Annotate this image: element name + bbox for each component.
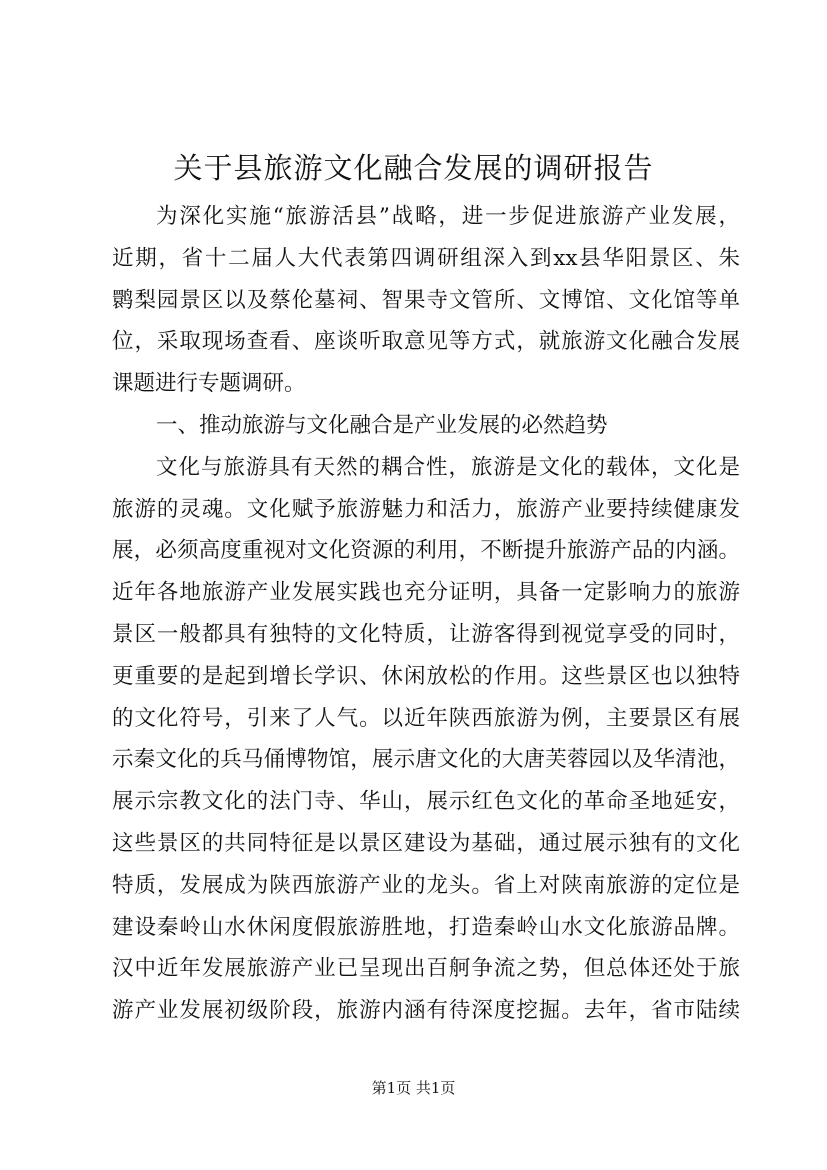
paragraph-line: 展示宗教文化的法门寺、华山，展示红色文化的革命圣地延安， (112, 789, 740, 815)
paragraph-line: 汉中近年发展旅游产业已呈现出百舸争流之势，但总体还处于旅 (112, 956, 740, 982)
section-heading: 一、推动旅游与文化融合是产业发展的必然趋势 (156, 412, 608, 438)
paragraph-line: 课题进行专题调研。 (112, 371, 306, 397)
page-number-footer: 第1页 共1页 (371, 1079, 456, 1097)
paragraph-line: 的文化符号，引来了人气。以近年陕西旅游为例，主要景区有展 (112, 705, 740, 731)
paragraph-line: 示秦文化的兵马俑博物馆，展示唐文化的大唐芙蓉园以及华清池， (112, 747, 740, 773)
paragraph-line: 特质，发展成为陕西旅游产业的龙头。省上对陕南旅游的定位是 (112, 872, 740, 898)
paragraph-line: 近年各地旅游产业发展实践也充分证明，具备一定影响力的旅游 (112, 580, 740, 606)
paragraph-line: 展，必须高度重视对文化资源的利用，不断提升旅游产品的内涵。 (112, 538, 740, 564)
paragraph-line: 建设秦岭山水休闲度假旅游胜地，打造秦岭山水文化旅游品牌。 (112, 914, 740, 940)
paragraph-line: 位，采取现场查看、座谈听取意见等方式，就旅游文化融合发展 (112, 329, 740, 355)
document-title: 关于县旅游文化融合发展的调研报告 (173, 151, 654, 185)
document-body (112, 196, 740, 1032)
paragraph-line: 为深化实施“旅游活县”战略，进一步促进旅游产业发展， (156, 204, 740, 229)
paragraph-line: 更重要的是起到增长学识、休闲放松的作用。这些景区也以独特 (112, 663, 740, 689)
paragraph-line: 这些景区的共同特征是以景区建设为基础，通过展示独有的文化 (112, 830, 740, 856)
paragraph-line: 游产业发展初级阶段，旅游内涵有待深度挖掘。去年，省市陆续 (112, 998, 740, 1024)
paragraph-line: 文化与旅游具有天然的耦合性，旅游是文化的载体，文化是 (156, 454, 740, 480)
paragraph-line: 旅游的灵魂。文化赋予旅游魅力和活力，旅游产业要持续健康发 (112, 496, 740, 522)
paragraph-line: 景区一般都具有独特的文化特质，让游客得到视觉享受的同时， (112, 621, 740, 647)
paragraph-line: 鹮梨园景区以及蔡伦墓祠、智果寺文管所、文博馆、文化馆等单 (112, 287, 740, 313)
paragraph-line: 近期，省十二届人大代表第四调研组深入到xx县华阳景区、朱 (112, 245, 740, 271)
